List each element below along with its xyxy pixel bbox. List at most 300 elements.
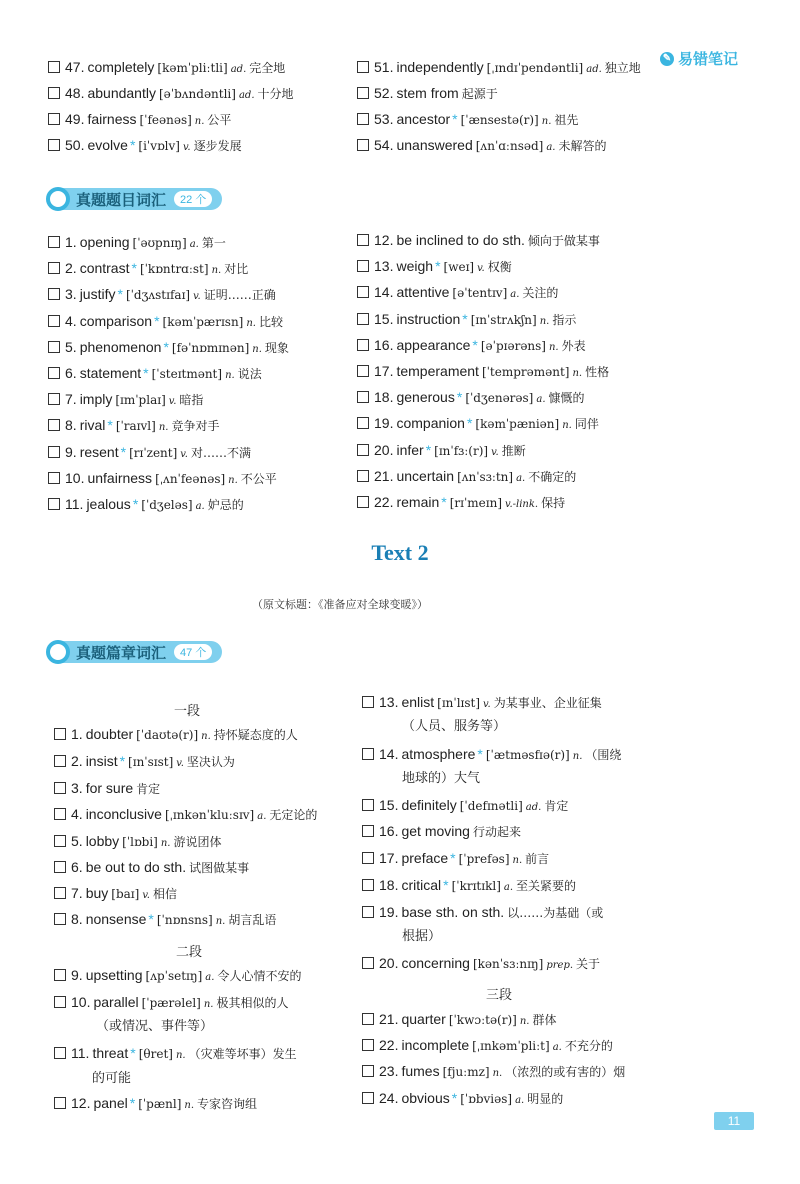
entry-number: 8.: [65, 417, 77, 434]
entry-word: unanswered: [396, 137, 473, 153]
entry-number: 3.: [65, 286, 77, 303]
star-icon: *: [129, 1095, 136, 1111]
entry-number: 2.: [71, 753, 83, 769]
entry-word: stem from: [396, 85, 459, 101]
vocab-entry: [357, 362, 609, 383]
entry-phonetic: [ˌɪnkəmˈpliːt]: [472, 1039, 550, 1053]
entry-phonetic: [ˈpænl]: [138, 1097, 182, 1111]
vocab-entry: [48, 233, 226, 254]
section-title-pill: [58, 188, 222, 210]
checkbox-icon[interactable]: [362, 957, 374, 969]
star-icon: *: [119, 753, 126, 769]
vocab-entry: [357, 110, 578, 131]
checkbox-icon[interactable]: [357, 470, 369, 482]
entry-meaning: 指示: [552, 312, 577, 327]
vocab-entry: [362, 1036, 613, 1057]
entry-meaning: 胡言乱语: [228, 913, 277, 927]
entry-word: phenomenon: [79, 338, 162, 355]
entry-phonetic: [ˈsteɪtmənt]: [151, 367, 223, 381]
entry-phonetic: [ˌʌnˈfeənəs]: [155, 471, 226, 486]
checkbox-icon[interactable]: [357, 286, 369, 298]
entry-part-of-speech: n.: [158, 422, 169, 434]
entry-meaning: 保持: [541, 496, 566, 510]
entry-number: 23.: [379, 1063, 399, 1079]
star-icon: *: [163, 338, 169, 355]
entry-phonetic: [əˈbʌndəntli]: [158, 87, 236, 101]
checkbox-icon[interactable]: [48, 288, 60, 300]
entry-number: 22.: [379, 1037, 399, 1053]
checkbox-icon[interactable]: [362, 879, 374, 891]
entry-word: uncertain: [396, 467, 455, 484]
entry-number: 12.: [71, 1095, 91, 1111]
entry-phonetic: [ˈnɒnsns]: [156, 913, 213, 927]
entry-number: 15.: [379, 797, 399, 813]
word-count-badge: 47 个: [174, 644, 212, 660]
entry-phonetic: [ˈdʒenərəs]: [465, 391, 534, 406]
entry-word: buy: [85, 885, 109, 901]
vocab-entry: [362, 822, 521, 841]
vocab-entry: [362, 954, 600, 975]
checkbox-icon[interactable]: [48, 419, 60, 431]
checkbox-icon[interactable]: [48, 113, 60, 125]
checkbox-icon[interactable]: [54, 782, 66, 794]
checkbox-icon[interactable]: [357, 365, 369, 377]
entry-number: 14.: [374, 284, 394, 301]
entry-part-of-speech: n.: [548, 341, 559, 353]
entry-number: 54.: [374, 137, 394, 153]
checkbox-icon[interactable]: [54, 996, 66, 1008]
checkbox-icon[interactable]: [48, 393, 60, 405]
entry-phonetic: [ˈprefəs]: [458, 852, 510, 866]
entry-word: incomplete: [401, 1037, 470, 1053]
entry-word: lobby: [85, 833, 120, 849]
checkbox-icon[interactable]: [48, 139, 60, 151]
entry-word: contrast: [79, 260, 130, 277]
entry-number: 6.: [71, 859, 83, 875]
entry-meaning: 第一: [201, 236, 226, 250]
entry-part-of-speech: a.: [516, 472, 526, 484]
entry-part-of-speech: a.: [552, 1042, 562, 1053]
checkbox-icon[interactable]: [54, 808, 66, 820]
entry-meaning: 独立地: [604, 61, 641, 75]
star-icon: *: [129, 137, 136, 153]
entry-part-of-speech: v.: [491, 446, 499, 458]
checkbox-icon[interactable]: [357, 496, 369, 508]
entry-word: rival: [79, 417, 106, 434]
entry-part-of-speech: n.: [562, 420, 572, 432]
entry-part-of-speech: ad.: [525, 802, 542, 813]
entry-word: fairness: [87, 111, 137, 127]
entry-part-of-speech: v.: [193, 291, 201, 303]
entry-part-of-speech: n.: [519, 1016, 530, 1027]
entry-meaning: 推断: [501, 443, 526, 458]
checkbox-icon[interactable]: [362, 1039, 374, 1051]
star-icon: *: [132, 496, 139, 512]
entry-meaning: 关于: [576, 957, 601, 971]
star-icon: *: [143, 365, 149, 381]
checkbox-icon[interactable]: [54, 887, 66, 899]
entry-phonetic: [rɪˈzent]: [129, 445, 178, 460]
entry-number: 11.: [71, 1045, 90, 1061]
checkbox-icon[interactable]: [357, 139, 369, 151]
checkbox-icon[interactable]: [48, 472, 60, 484]
entry-meaning: 说法: [237, 367, 262, 381]
vocab-entry: [357, 84, 498, 103]
entry-phonetic: [rɪˈmeɪn]: [449, 496, 503, 510]
vocab-entry: [357, 493, 565, 514]
checkbox-icon[interactable]: [362, 825, 374, 837]
star-icon: *: [452, 111, 458, 127]
entry-part-of-speech: n.: [572, 751, 583, 762]
entry-phonetic: [iˈvɒlv]: [138, 139, 180, 153]
entry-word: concerning: [401, 955, 470, 971]
entry-part-of-speech: ad.: [238, 90, 255, 101]
entry-meaning: （灾难等坏事）发生: [188, 1047, 297, 1061]
entry-meaning: 关注的: [522, 286, 559, 301]
entry-word: inconclusive: [85, 806, 162, 822]
checkbox-icon[interactable]: [54, 1097, 66, 1109]
vocab-entry: [48, 443, 251, 464]
checkbox-icon[interactable]: [54, 969, 66, 981]
entry-number: 17.: [379, 850, 399, 866]
entry-number: 22.: [374, 494, 394, 510]
checkbox-icon[interactable]: [362, 906, 374, 918]
checkbox-icon[interactable]: [54, 861, 66, 873]
entry-phonetic: [ˈdʒʌstɪfaɪ]: [125, 288, 191, 303]
entry-number: 51.: [374, 59, 394, 75]
checkbox-icon[interactable]: [48, 498, 60, 510]
entry-meaning: 为某事业、企业征集: [493, 696, 602, 710]
entry-number: 4.: [71, 806, 83, 822]
entry-part-of-speech: n.: [194, 116, 205, 127]
entry-meaning: 以……为基础（或: [507, 906, 604, 920]
entry-word: remain: [396, 494, 440, 510]
vocab-entry: [357, 467, 576, 488]
entry-word: doubter: [85, 726, 134, 742]
page-number: 11: [714, 1112, 754, 1130]
entry-phonetic: [ˈtemprəmənt]: [481, 365, 570, 379]
vocab-entry: [362, 745, 621, 766]
entry-part-of-speech: n.: [541, 116, 552, 127]
checkbox-icon[interactable]: [54, 728, 66, 740]
section-banner-passage-vocab: [46, 639, 222, 665]
vocab-entry: [54, 805, 317, 826]
entry-continuation: 地球的）大气: [402, 771, 481, 786]
entry-meaning: 极其相似的人: [216, 996, 289, 1010]
entry-number: 3.: [71, 780, 83, 796]
entry-phonetic: [kəmˈpliːtli]: [157, 61, 228, 75]
entry-word: appearance: [396, 336, 471, 353]
vocab-entry: [48, 390, 203, 411]
entry-part-of-speech: v.: [477, 263, 485, 275]
entry-part-of-speech: n.: [228, 474, 238, 486]
entry-phonetic: [ˈraɪvl]: [115, 419, 156, 434]
star-icon: *: [120, 443, 127, 460]
checkbox-icon[interactable]: [48, 262, 60, 274]
entry-word: fumes: [401, 1063, 440, 1079]
entry-number: 53.: [374, 111, 394, 127]
checkbox-icon[interactable]: [362, 1013, 374, 1025]
entry-phonetic: [ˈpærəlel]: [141, 996, 201, 1010]
vocab-entry: [54, 966, 301, 987]
entry-phonetic: [ˈɒbviəs]: [460, 1092, 513, 1106]
entry-continuation: （或情况、事件等）: [96, 1019, 214, 1034]
entry-number: 48.: [65, 85, 85, 101]
entry-meaning: 倾向于做某事: [527, 234, 600, 248]
entry-number: 21.: [379, 1011, 399, 1027]
checkbox-icon[interactable]: [357, 417, 369, 429]
entry-word: get moving: [401, 823, 470, 839]
checkbox-icon[interactable]: [357, 87, 369, 99]
vocab-entry: [357, 231, 600, 250]
entry-number: 7.: [71, 885, 83, 901]
vocab-entry: [357, 58, 641, 79]
entry-meaning: 肯定: [544, 799, 569, 813]
checkbox-icon[interactable]: [48, 61, 60, 73]
entry-meaning: 同伴: [574, 417, 599, 432]
entry-word: threat: [92, 1045, 129, 1061]
entry-meaning: 完全地: [249, 61, 286, 75]
entry-number: 5.: [65, 338, 77, 355]
checkbox-icon[interactable]: [48, 315, 60, 327]
entry-number: 9.: [71, 967, 83, 983]
entry-part-of-speech: n.: [539, 315, 550, 327]
entry-part-of-speech: v.: [168, 396, 177, 408]
star-icon: *: [462, 310, 468, 327]
checkbox-icon[interactable]: [362, 852, 374, 864]
entry-word: be out to do sth.: [85, 859, 187, 875]
entry-part-of-speech: a.: [195, 501, 205, 512]
entry-number: 50.: [65, 137, 85, 153]
entry-number: 20.: [379, 955, 399, 971]
vocab-entry: [48, 110, 231, 131]
star-icon: *: [441, 494, 447, 510]
entry-word: weigh: [396, 258, 434, 275]
entry-word: preface: [401, 850, 449, 866]
entry-phonetic: [kənˈsɜːnɪŋ]: [472, 957, 544, 971]
entry-part-of-speech: n.: [201, 731, 211, 742]
entry-number: 8.: [71, 911, 83, 927]
entry-meaning: 竞争对手: [171, 419, 220, 434]
vocab-entry: [54, 725, 298, 746]
entry-continuation: 根据）: [402, 929, 442, 944]
entry-phonetic: [weɪ]: [443, 260, 475, 275]
vocab-entry: [357, 441, 526, 462]
entry-meaning: 游说团体: [173, 835, 222, 849]
word-count-badge: 22 个: [174, 191, 212, 207]
entry-meaning: 祖先: [554, 113, 579, 127]
star-icon: *: [472, 336, 478, 353]
entry-part-of-speech: v.-link.: [505, 499, 539, 510]
checkbox-icon[interactable]: [357, 313, 369, 325]
entry-part-of-speech: v.: [483, 699, 491, 710]
paragraph-label: 一段: [174, 704, 201, 719]
entry-meaning: 令人心情不安的: [217, 969, 302, 983]
entry-phonetic: [ɪmˈplaɪ]: [115, 393, 166, 408]
entry-meaning: 慷慨的: [548, 391, 585, 406]
entry-number: 13.: [379, 694, 399, 710]
entry-part-of-speech: n.: [252, 343, 262, 355]
vocab-entry: [54, 752, 235, 773]
star-icon: *: [450, 850, 456, 866]
checkbox-icon[interactable]: [54, 1047, 66, 1059]
entry-part-of-speech: n.: [225, 370, 235, 381]
checkbox-icon[interactable]: [48, 367, 60, 379]
vocab-entry: [48, 312, 283, 333]
entry-meaning: 持怀疑态度的人: [213, 728, 298, 742]
vocab-entry: [48, 58, 285, 79]
entry-number: 19.: [374, 415, 394, 432]
paragraph-label: 三段: [486, 988, 513, 1003]
entry-meaning: 专家咨询组: [197, 1097, 258, 1111]
entry-meaning: 至关紧要的: [516, 879, 577, 893]
entry-word: unfairness: [87, 469, 153, 486]
entry-phonetic: [ʌpˈsetɪŋ]: [145, 969, 203, 983]
entry-part-of-speech: a.: [536, 394, 546, 406]
vocab-entry: [54, 832, 222, 853]
vocab-entry: [54, 858, 249, 877]
checkbox-icon[interactable]: [357, 339, 369, 351]
entry-meaning: 试图做某事: [189, 861, 250, 875]
entry-number: 10.: [71, 994, 91, 1010]
checkbox-icon[interactable]: [362, 1092, 374, 1104]
star-icon: *: [107, 417, 113, 434]
checkbox-icon[interactable]: [357, 444, 369, 456]
checkbox-icon[interactable]: [362, 1065, 374, 1077]
entry-phonetic: [ˈkwɔːtə(r)]: [448, 1013, 517, 1027]
entry-part-of-speech: n.: [512, 855, 523, 866]
entry-phonetic: [θret]: [138, 1047, 173, 1061]
entry-phonetic: [ɪnˈstrʌkʃn]: [470, 312, 537, 327]
entry-part-of-speech: a.: [205, 972, 215, 983]
entry-meaning: 外表: [561, 338, 586, 353]
entry-word: jealous: [86, 496, 131, 512]
entry-number: 11.: [65, 496, 84, 512]
entry-part-of-speech: n.: [160, 838, 171, 849]
vocab-entry: [48, 495, 244, 516]
entry-phonetic: [baɪ]: [111, 887, 140, 901]
entry-word: opening: [79, 234, 130, 250]
entry-meaning: 群体: [532, 1013, 557, 1027]
entry-meaning: （围绕: [585, 748, 622, 762]
entry-phonetic: [ˈænsestə(r)]: [460, 113, 539, 127]
entry-phonetic: [ˈkɒntrɑːst]: [139, 262, 209, 277]
vocab-entry: [362, 1010, 556, 1031]
vocab-entry: [54, 1094, 257, 1115]
entry-word: temperament: [396, 363, 479, 379]
checkbox-icon[interactable]: [48, 236, 60, 248]
entry-number: 24.: [379, 1090, 399, 1106]
vocab-entry: [362, 796, 568, 817]
entry-word: infer: [396, 441, 424, 458]
entry-word: statement: [79, 365, 142, 381]
star-icon: *: [435, 258, 441, 275]
entry-part-of-speech: n.: [203, 999, 214, 1010]
entry-word: enlist: [401, 694, 435, 710]
entry-phonetic: [fjuːmz]: [442, 1065, 490, 1079]
entry-word: for sure: [85, 780, 134, 796]
entry-word: comparison: [79, 312, 153, 329]
checkbox-icon[interactable]: [362, 748, 374, 760]
entry-word: evolve: [87, 137, 128, 153]
star-icon: *: [451, 1090, 458, 1106]
vocab-entry: [362, 849, 549, 870]
vocab-entry: [54, 1044, 297, 1065]
entry-part-of-speech: n.: [215, 916, 226, 927]
entry-word: critical: [401, 877, 442, 893]
entry-word: companion: [396, 415, 465, 432]
checkbox-icon[interactable]: [48, 87, 60, 99]
entry-meaning: 权衡: [487, 260, 512, 275]
entry-meaning: 现象: [264, 340, 289, 355]
entry-part-of-speech: n.: [175, 1050, 186, 1061]
vocab-entry: [362, 876, 576, 897]
entry-number: 9.: [65, 443, 77, 460]
checkbox-icon[interactable]: [362, 799, 374, 811]
checkbox-icon[interactable]: [357, 391, 369, 403]
entry-phonetic: [fəˈnɒmɪnən]: [171, 340, 250, 355]
checkbox-icon[interactable]: [54, 913, 66, 925]
entry-number: 18.: [374, 389, 394, 406]
entry-number: 21.: [374, 467, 394, 484]
entry-part-of-speech: n.: [211, 265, 222, 277]
checkbox-icon[interactable]: [357, 61, 369, 73]
entry-meaning: 无定论的: [269, 808, 318, 822]
entry-phonetic: [ˈætməsfɪə(r)]: [485, 748, 570, 762]
entry-number: 5.: [71, 833, 83, 849]
entry-part-of-speech: a.: [503, 882, 514, 893]
entry-phonetic: [ˈdaʊtə(r)]: [136, 728, 199, 742]
entry-phonetic: [ˈlɒbi]: [122, 835, 158, 849]
checkbox-icon[interactable]: [357, 260, 369, 272]
entry-meaning: 暗指: [179, 393, 204, 408]
entry-meaning: 比较: [258, 314, 283, 329]
checkbox-icon[interactable]: [48, 341, 60, 353]
entry-number: 2.: [65, 260, 77, 277]
star-icon: *: [130, 1045, 136, 1061]
entry-meaning: 对比: [224, 262, 249, 277]
checkbox-icon[interactable]: [362, 696, 374, 708]
entry-meaning: 起源于: [461, 87, 498, 101]
entry-word: upsetting: [85, 967, 143, 983]
magnifier-icon: [46, 187, 70, 211]
checkbox-icon[interactable]: [357, 113, 369, 125]
vocab-entry: [48, 338, 289, 359]
entry-phonetic: [ʌnˈsɜːtn]: [457, 469, 514, 484]
entry-part-of-speech: ad.: [586, 64, 602, 75]
entry-phonetic: [ˌɪnkənˈkluːsɪv]: [164, 808, 255, 822]
section-banner-exam-question-vocab: [46, 186, 222, 212]
star-icon: *: [148, 911, 154, 927]
entry-number: 14.: [379, 746, 399, 762]
entry-meaning: 坚决认为: [186, 755, 235, 769]
entry-part-of-speech: prep.: [546, 960, 574, 971]
checkbox-icon[interactable]: [54, 835, 66, 847]
entry-phonetic: [əˈtentɪv]: [452, 286, 508, 301]
star-icon: *: [117, 286, 123, 303]
vocab-entry: [357, 388, 585, 409]
checkbox-icon[interactable]: [357, 234, 369, 246]
entry-part-of-speech: a.: [515, 1095, 525, 1106]
entry-part-of-speech: v.: [182, 142, 191, 153]
brand-label: 易错笔记: [678, 51, 739, 68]
entry-phonetic: [ʌnˈɑːnsəd]: [475, 139, 544, 153]
entry-part-of-speech: n.: [184, 1100, 195, 1111]
checkbox-icon[interactable]: [48, 446, 60, 458]
entry-word: definitely: [401, 797, 457, 813]
entry-number: 49.: [65, 111, 85, 127]
checkbox-icon[interactable]: [54, 755, 66, 767]
